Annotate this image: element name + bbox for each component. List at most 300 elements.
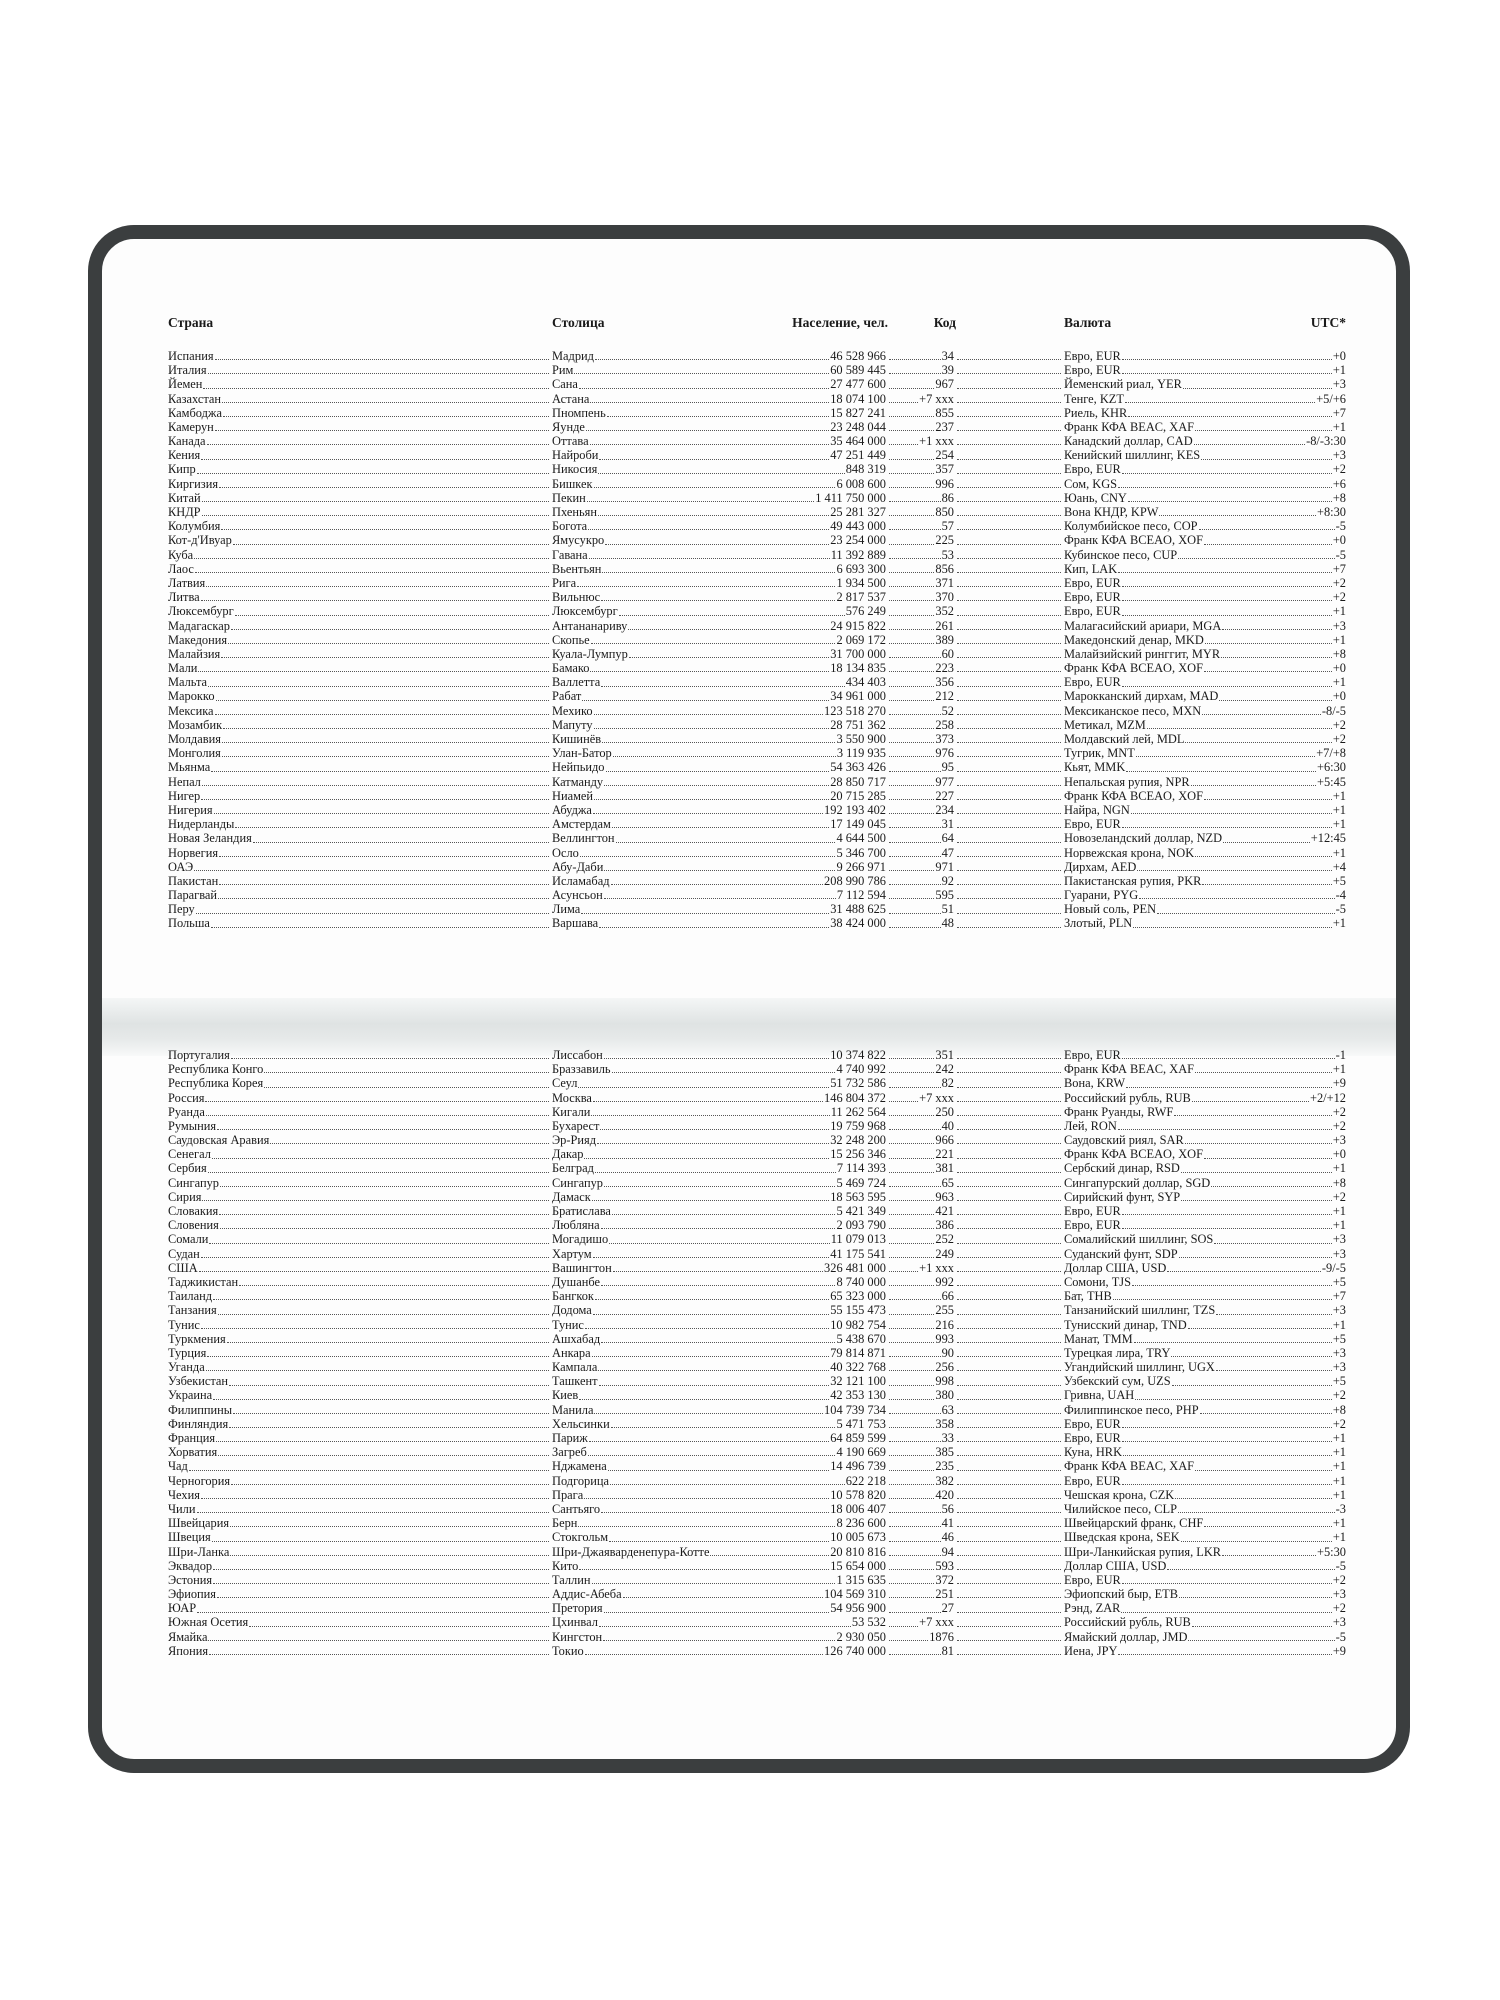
- population-value: 2 817 537: [836, 590, 886, 605]
- table-row: [168, 661, 1346, 675]
- table-row: [168, 434, 1346, 448]
- dial-code: 235: [935, 1459, 954, 1474]
- population-value: 38 424 000: [830, 916, 886, 931]
- currency-name: Евро, EUR: [1064, 1204, 1121, 1219]
- capital-name: Асунсьон: [552, 888, 603, 903]
- country-name: Кипр: [168, 462, 196, 477]
- table-row: [168, 548, 1346, 562]
- currency-name: Новый соль, PEN: [1064, 902, 1157, 917]
- table-row: [168, 1374, 1346, 1388]
- population-value: 11 079 013: [830, 1232, 886, 1247]
- utc-offset: +1: [1332, 916, 1346, 931]
- table-row: [168, 406, 1346, 420]
- country-name: Черногория: [168, 1473, 231, 1488]
- capital-name: Астана: [552, 391, 590, 406]
- currency-name: Йеменский риал, YER: [1064, 377, 1182, 392]
- table-row: [168, 619, 1346, 633]
- dial-code: +1 xxx: [919, 434, 954, 449]
- capital-name: Рабат: [552, 689, 582, 704]
- table-row: [168, 1488, 1346, 1502]
- utc-offset: +1: [1332, 1431, 1346, 1446]
- country-name: Турция: [168, 1345, 207, 1360]
- capital-name: Подгорица: [552, 1473, 610, 1488]
- table-row: [168, 874, 1346, 888]
- population-value: 25 281 327: [830, 505, 886, 520]
- utc-offset: +3: [1332, 1246, 1346, 1261]
- country-name: Киргизия: [168, 476, 219, 491]
- population-value: 123 518 270: [824, 703, 886, 718]
- table-row: [168, 1630, 1346, 1644]
- dial-code: 856: [935, 561, 954, 576]
- country-name: Сенегал: [168, 1147, 211, 1162]
- dial-code: 963: [935, 1189, 954, 1204]
- country-name: Сербия: [168, 1161, 207, 1176]
- capital-name: Любляна: [552, 1218, 600, 1233]
- utc-offset: +3: [1332, 1303, 1346, 1318]
- table-row: [168, 803, 1346, 817]
- table-row: [168, 576, 1346, 590]
- capital-name: Бухарест: [552, 1118, 600, 1133]
- table-row: [168, 1147, 1346, 1161]
- population-value: 18 563 595: [830, 1189, 886, 1204]
- table-row: [168, 775, 1346, 789]
- utc-offset: +1: [1332, 1218, 1346, 1233]
- currency-name: Рэнд, ZAR: [1064, 1601, 1121, 1616]
- utc-offset: +3: [1332, 618, 1346, 633]
- population-value: 20 810 816: [830, 1544, 886, 1559]
- table-row: [168, 1232, 1346, 1246]
- table-row: [168, 1403, 1346, 1417]
- table-row: [168, 533, 1346, 547]
- capital-name: Сеул: [552, 1076, 578, 1091]
- utc-offset: +0: [1332, 533, 1346, 548]
- country-name: Украина: [168, 1388, 213, 1403]
- dial-code: 593: [935, 1558, 954, 1573]
- country-name: Таджикистан: [168, 1275, 239, 1289]
- dial-code: 380: [935, 1388, 954, 1403]
- population-value: 18 134 835: [830, 661, 886, 676]
- table-row: [168, 831, 1346, 845]
- dial-code: +7 xxx: [919, 391, 954, 406]
- dial-code: +1 xxx: [919, 1260, 954, 1275]
- population-value: 2 930 050: [836, 1629, 886, 1644]
- utc-offset: +8:30: [1316, 505, 1346, 520]
- capital-name: Валлетта: [552, 675, 601, 690]
- country-name: Малайзия: [168, 646, 221, 661]
- currency-name: Российский рубль, RUB: [1064, 1090, 1191, 1105]
- capital-name: Варшава: [552, 916, 599, 931]
- header-utc: UTC*: [1310, 315, 1346, 330]
- table-row: [168, 1431, 1346, 1445]
- utc-offset: +0: [1332, 349, 1346, 363]
- capital-name: Куала-Лумпур: [552, 646, 628, 661]
- dial-code: 48: [941, 916, 954, 931]
- utc-offset: +2: [1332, 732, 1346, 747]
- country-name: Республика Корея: [168, 1076, 264, 1091]
- header-country: Страна: [168, 315, 214, 330]
- country-name: Йемен: [168, 377, 203, 392]
- table-row: [168, 1459, 1346, 1473]
- dial-code: +7 xxx: [919, 1615, 954, 1630]
- utc-offset: +7: [1332, 405, 1346, 420]
- utc-offset: +2: [1332, 1416, 1346, 1431]
- currency-name: Франк КФА BCEAO, XOF: [1064, 1147, 1203, 1162]
- table-row: [168, 463, 1346, 477]
- utc-offset: +3: [1332, 377, 1346, 392]
- table-row: [168, 1062, 1346, 1076]
- dial-code: 967: [935, 377, 954, 392]
- utc-offset: +9: [1332, 1076, 1346, 1091]
- capital-name: Нейпьидо: [552, 760, 605, 775]
- currency-name: Евро, EUR: [1064, 675, 1121, 690]
- population-value: 51 732 586: [830, 1076, 886, 1091]
- table-row: [168, 902, 1346, 916]
- utc-offset: +1: [1332, 1161, 1346, 1176]
- capital-name: Бамако: [552, 661, 590, 676]
- country-name: Новая Зеландия: [168, 831, 252, 846]
- currency-name: Российский рубль, RUB: [1064, 1615, 1191, 1630]
- capital-name: Сингапур: [552, 1175, 603, 1190]
- dial-code: 40: [941, 1118, 954, 1133]
- utc-offset: +2: [1332, 1388, 1346, 1403]
- dial-code: 420: [935, 1487, 954, 1502]
- country-name: Швеция: [168, 1530, 211, 1545]
- utc-offset: +5/+6: [1316, 391, 1346, 406]
- country-name: Япония: [168, 1643, 209, 1658]
- capital-name: Кито: [552, 1558, 579, 1573]
- country-name: Узбекистан: [168, 1374, 229, 1389]
- population-value: 18 074 100: [830, 391, 886, 406]
- capital-name: Люксембург: [552, 604, 618, 619]
- table-row: [168, 1545, 1346, 1559]
- dial-code: 371: [935, 576, 954, 590]
- country-name: Сирия: [168, 1189, 202, 1204]
- currency-name: Доллар США, USD: [1064, 1558, 1167, 1573]
- capital-name: Исламабад: [552, 873, 610, 888]
- currency-name: Марокканский дирхам, MAD: [1064, 689, 1219, 704]
- population-value: 192 193 402: [824, 803, 886, 817]
- dial-code: 389: [935, 632, 954, 647]
- dial-code: 65: [941, 1175, 954, 1190]
- country-name: Кот-д'Ивуар: [168, 533, 232, 548]
- population-value: 11 262 564: [830, 1104, 886, 1119]
- capital-name: Белград: [552, 1161, 594, 1176]
- table-row: [168, 1162, 1346, 1176]
- table-row: [168, 1289, 1346, 1303]
- currency-name: Сомалийский шиллинг, SOS: [1064, 1232, 1214, 1247]
- currency-name: Норвежская крона, NOK: [1064, 845, 1195, 860]
- capital-name: Эр-Рияд: [552, 1133, 597, 1148]
- currency-name: Шри-Ланкийская рупия, LKR: [1064, 1544, 1222, 1559]
- table-row: [168, 760, 1346, 774]
- population-value: 208 990 786: [824, 873, 886, 888]
- utc-offset: +1: [1332, 1204, 1346, 1219]
- currency-name: Турецкая лира, TRY: [1064, 1345, 1171, 1360]
- currency-name: Непальская рупия, NPR: [1064, 774, 1190, 789]
- capital-name: Кампала: [552, 1360, 598, 1375]
- table-row: [168, 718, 1346, 732]
- country-name: Нидерланды: [168, 817, 235, 832]
- population-value: 31 488 625: [830, 902, 886, 917]
- population-value: 65 323 000: [830, 1289, 886, 1304]
- dial-code: 212: [935, 689, 954, 704]
- capital-name: Сантьяго: [552, 1502, 601, 1516]
- country-name: Судан: [168, 1246, 200, 1261]
- utc-offset: -9/-5: [1321, 1260, 1346, 1275]
- currency-name: Швейцарский франк, CHF: [1064, 1516, 1204, 1531]
- dial-code: 976: [935, 746, 954, 761]
- capital-name: Пномпень: [552, 405, 606, 420]
- country-name: Кения: [168, 448, 201, 463]
- capital-name: Кишинёв: [552, 732, 602, 747]
- dial-code: 373: [935, 732, 954, 747]
- capital-name: Дакар: [552, 1147, 584, 1162]
- population-value: 10 578 820: [830, 1487, 886, 1502]
- dial-code: 81: [941, 1643, 954, 1658]
- country-name: Филиппины: [168, 1402, 233, 1417]
- currency-name: Колумбийское песо, COP: [1064, 519, 1198, 534]
- currency-name: Евро, EUR: [1064, 1416, 1121, 1431]
- population-value: 7 112 594: [836, 888, 886, 903]
- utc-offset: +1: [1332, 1062, 1346, 1077]
- country-name: ЮАР: [168, 1601, 197, 1616]
- capital-name: Манила: [552, 1402, 594, 1417]
- utc-offset: +5: [1332, 1275, 1346, 1289]
- capital-name: Претория: [552, 1601, 603, 1616]
- capital-name: Вашингтон: [552, 1260, 612, 1275]
- capital-name: Хартум: [552, 1246, 592, 1261]
- currency-name: Злотый, PLN: [1064, 916, 1133, 931]
- currency-name: Кип, LAK: [1064, 561, 1118, 576]
- population-value: 23 254 000: [830, 533, 886, 548]
- dial-code: 82: [941, 1076, 954, 1091]
- dial-code: 31: [941, 817, 954, 832]
- capital-name: Рим: [552, 363, 574, 378]
- table-row: [168, 746, 1346, 760]
- table-row: [168, 477, 1346, 491]
- table-row: [168, 789, 1346, 803]
- utc-offset: +1: [1332, 604, 1346, 619]
- population-value: 15 256 346: [830, 1147, 886, 1162]
- population-value: 47 251 449: [830, 448, 886, 463]
- currency-name: Эфиопский быр, ETB: [1064, 1587, 1178, 1602]
- capital-name: Улан-Батор: [552, 746, 612, 761]
- utc-offset: +3: [1332, 1587, 1346, 1602]
- utc-offset: +0: [1332, 689, 1346, 704]
- utc-offset: +1: [1332, 1317, 1346, 1332]
- capital-name: Веллингтон: [552, 831, 615, 846]
- utc-offset: +3: [1332, 1232, 1346, 1247]
- country-name: Мали: [168, 661, 198, 676]
- header-capital: Столица: [552, 315, 605, 330]
- population-value: 27 477 600: [830, 377, 886, 392]
- country-name: Финляндия: [168, 1416, 229, 1431]
- dial-code: 251: [935, 1587, 954, 1602]
- country-name: Пакистан: [168, 873, 219, 888]
- table-row: [168, 1389, 1346, 1403]
- population-value: 28 751 362: [830, 717, 886, 732]
- currency-name: Вона, KRW: [1064, 1076, 1126, 1091]
- header-population: Население, чел.: [792, 315, 888, 330]
- table-row: [168, 420, 1346, 434]
- population-value: 104 569 310: [824, 1587, 886, 1602]
- table-row: [168, 590, 1346, 604]
- population-value: 1 411 750 000: [815, 490, 886, 505]
- table-row: [168, 1417, 1346, 1431]
- utc-offset: +1: [1332, 675, 1346, 690]
- population-value: 4 190 669: [836, 1445, 886, 1460]
- country-name: Румыния: [168, 1118, 217, 1133]
- utc-offset: +5:30: [1316, 1544, 1346, 1559]
- currency-name: Бат, THB: [1064, 1289, 1112, 1304]
- capital-name: Москва: [552, 1090, 592, 1105]
- population-value: 35 464 000: [830, 434, 886, 449]
- table-row: [168, 690, 1346, 704]
- currency-name: Евро, EUR: [1064, 1048, 1121, 1062]
- country-name: Шри-Ланка: [168, 1544, 230, 1559]
- dial-code: 357: [935, 462, 954, 477]
- table-row: [168, 1502, 1346, 1516]
- utc-offset: +1: [1332, 1473, 1346, 1488]
- currency-name: Найра, NGN: [1064, 803, 1130, 817]
- country-name: Чад: [168, 1459, 188, 1474]
- dial-code: 95: [941, 760, 954, 775]
- dial-code: 1876: [929, 1629, 954, 1644]
- dial-code: 86: [941, 490, 954, 505]
- population-value: 42 353 130: [830, 1388, 886, 1403]
- currency-name: Евро, EUR: [1064, 363, 1121, 378]
- country-name: Лаос: [168, 561, 194, 576]
- currency-name: Лей, RON: [1064, 1118, 1117, 1133]
- table-row: [168, 1601, 1346, 1615]
- country-name: Южная Осетия: [168, 1615, 249, 1630]
- utc-offset: +1: [1332, 1459, 1346, 1474]
- country-name: Тунис: [168, 1317, 200, 1332]
- country-name: Словакия: [168, 1204, 219, 1219]
- currency-name: Куна, HRK: [1064, 1445, 1123, 1460]
- capital-name: Токио: [552, 1643, 584, 1658]
- country-name: Франция: [168, 1431, 216, 1446]
- currency-name: Франк КФА BEAC, XAF: [1064, 419, 1195, 434]
- currency-name: Франк КФА BCEAO, XOF: [1064, 661, 1203, 676]
- table-row: [168, 846, 1346, 860]
- utc-offset: -8/-3:30: [1306, 434, 1346, 449]
- table-row: [168, 363, 1346, 377]
- utc-offset: +2: [1332, 462, 1346, 477]
- utc-offset: +5: [1332, 1331, 1346, 1346]
- country-name: Литва: [168, 590, 200, 605]
- country-name: Латвия: [168, 576, 206, 590]
- utc-offset: +2: [1332, 576, 1346, 590]
- population-value: 9 266 971: [836, 859, 886, 874]
- dial-code: 252: [935, 1232, 954, 1247]
- capital-name: Могадишо: [552, 1232, 609, 1247]
- population-value: 6 008 600: [836, 476, 886, 491]
- utc-offset: +6: [1332, 476, 1346, 491]
- country-name: Таиланд: [168, 1289, 213, 1304]
- country-name: Македония: [168, 632, 228, 647]
- population-value: 104 739 734: [824, 1402, 886, 1417]
- population-value: 1 315 635: [836, 1572, 886, 1587]
- country-name: Непал: [168, 774, 201, 789]
- dial-code: 53: [941, 547, 954, 562]
- utc-offset: +1: [1332, 803, 1346, 817]
- dial-code: 34: [941, 349, 954, 363]
- country-name: Эквадор: [168, 1558, 213, 1573]
- currency-name: Сингапурский доллар, SGD: [1064, 1175, 1211, 1190]
- dial-code: 998: [935, 1374, 954, 1389]
- country-name: Сомали: [168, 1232, 209, 1247]
- capital-name: Стокгольм: [552, 1530, 609, 1545]
- capital-name: Вильнюс: [552, 590, 601, 605]
- capital-name: Богота: [552, 519, 588, 534]
- country-name: Польша: [168, 916, 210, 931]
- capital-name: Дамаск: [552, 1189, 591, 1204]
- table-row: [168, 1091, 1346, 1105]
- population-value: 54 956 900: [830, 1601, 886, 1616]
- capital-name: Анкара: [552, 1345, 591, 1360]
- utc-offset: +1: [1332, 1445, 1346, 1460]
- currency-name: Пакистанская рупия, PKR: [1064, 873, 1202, 888]
- dial-code: 855: [935, 405, 954, 420]
- currency-name: Франк КФА BCEAO, XOF: [1064, 533, 1203, 548]
- population-value: 10 982 754: [830, 1317, 886, 1332]
- dial-code: 254: [935, 448, 954, 463]
- dial-code: 386: [935, 1218, 954, 1233]
- country-name: Италия: [168, 363, 207, 378]
- country-name: Молдавия: [168, 732, 221, 747]
- utc-offset: +0: [1332, 1147, 1346, 1162]
- capital-name: Ниамей: [552, 788, 594, 803]
- currency-name: Кенийский шиллинг, KES: [1064, 448, 1201, 463]
- currency-name: Новозеландский доллар, NZD: [1064, 831, 1223, 846]
- table-row: [168, 1587, 1346, 1601]
- currency-name: Евро, EUR: [1064, 817, 1121, 832]
- country-name: Марокко: [168, 689, 215, 704]
- capital-name: Киев: [552, 1388, 579, 1403]
- dial-code: 993: [935, 1331, 954, 1346]
- capital-name: Бишкек: [552, 476, 593, 491]
- country-name: Туркмения: [168, 1331, 226, 1346]
- currency-name: Сом, KGS: [1064, 476, 1118, 491]
- currency-name: Сирийский фунт, SYP: [1064, 1189, 1181, 1204]
- population-value: 14 496 739: [830, 1459, 886, 1474]
- utc-offset: -8/-5: [1321, 703, 1346, 718]
- population-value: 64 859 599: [830, 1431, 886, 1446]
- population-value: 40 322 768: [830, 1360, 886, 1375]
- capital-name: Браззавиль: [552, 1062, 611, 1077]
- dial-code: 47: [941, 845, 954, 860]
- utc-offset: +1: [1332, 632, 1346, 647]
- dial-code: +7 xxx: [919, 1090, 954, 1105]
- population-value: 1 934 500: [836, 576, 886, 590]
- table-row: [168, 1261, 1346, 1275]
- population-value: 5 346 700: [836, 845, 886, 860]
- utc-offset: -5: [1335, 902, 1346, 917]
- table-row: [168, 1190, 1346, 1204]
- currency-name: Тунисский динар, TND: [1064, 1317, 1187, 1332]
- population-value: 15 827 241: [830, 405, 886, 420]
- currency-name: Евро, EUR: [1064, 1431, 1121, 1446]
- dial-code: 216: [935, 1317, 954, 1332]
- capital-name: Хельсинки: [552, 1416, 610, 1431]
- country-name: ОАЭ: [168, 859, 194, 874]
- capital-name: Гавана: [552, 547, 588, 562]
- country-name: Нигерия: [168, 803, 213, 817]
- capital-name: Осло: [552, 845, 579, 860]
- table-row: [168, 1332, 1346, 1346]
- currency-name: Суданский фунт, SDP: [1064, 1246, 1178, 1261]
